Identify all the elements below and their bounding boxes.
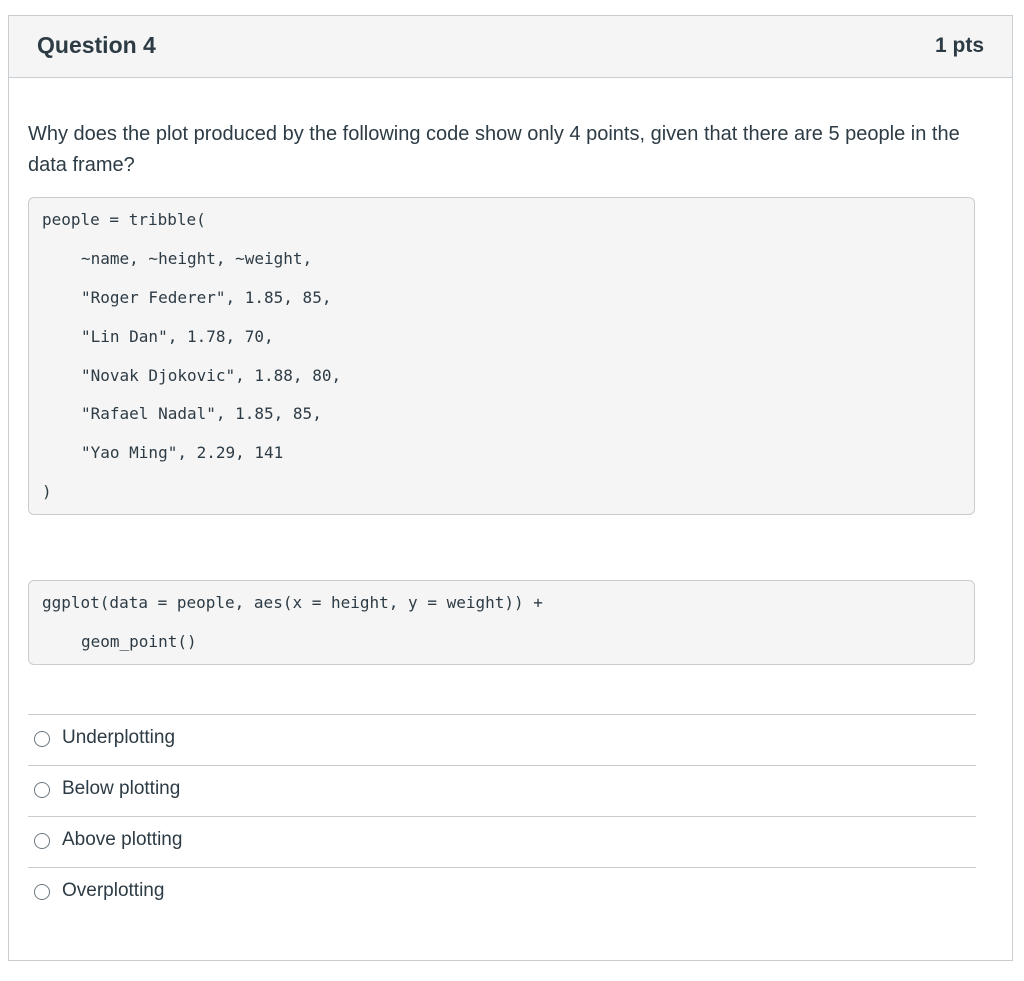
code-line: "Rafael Nadal", 1.85, 85,: [81, 404, 322, 423]
radio-button[interactable]: [34, 731, 50, 747]
code-line: "Yao Ming", 2.29, 141: [81, 443, 284, 462]
question-title: Question 4: [37, 32, 156, 58]
code-line: geom_point(): [81, 632, 197, 651]
radio-button[interactable]: [34, 833, 50, 849]
answer-label[interactable]: Below plotting: [62, 778, 181, 799]
answer-option-below-plotting[interactable]: [28, 765, 976, 816]
code-block-tribble: [28, 197, 975, 515]
code-line: ): [42, 482, 52, 501]
answer-label[interactable]: Above plotting: [62, 829, 183, 850]
question-header: [9, 16, 1012, 78]
answer-label[interactable]: Overplotting: [62, 880, 165, 901]
answer-list: [28, 714, 976, 918]
code-line: "Lin Dan", 1.78, 70,: [81, 327, 274, 346]
code-line: "Novak Djokovic", 1.88, 80,: [81, 366, 342, 385]
radio-button[interactable]: [34, 782, 50, 798]
answer-option-overplotting[interactable]: [28, 867, 976, 918]
answer-option-underplotting[interactable]: [28, 714, 976, 765]
code-block-ggplot: [28, 580, 975, 665]
radio-button[interactable]: [34, 884, 50, 900]
answer-option-above-plotting[interactable]: [28, 816, 976, 867]
answer-label[interactable]: Underplotting: [62, 727, 176, 748]
code-line: people = tribble(: [42, 210, 206, 229]
code-line: ggplot(data = people, aes(x = height, y = weight)) +: [42, 593, 543, 612]
question-points: 1 pts: [934, 34, 984, 57]
question-text: Why does the plot produced by the following code show only 4 points, given that there are 5 people in the data frame?: [28, 123, 960, 176]
code-line: ~name, ~height, ~weight,: [81, 249, 313, 268]
code-line: "Roger Federer", 1.85, 85,: [81, 288, 332, 307]
